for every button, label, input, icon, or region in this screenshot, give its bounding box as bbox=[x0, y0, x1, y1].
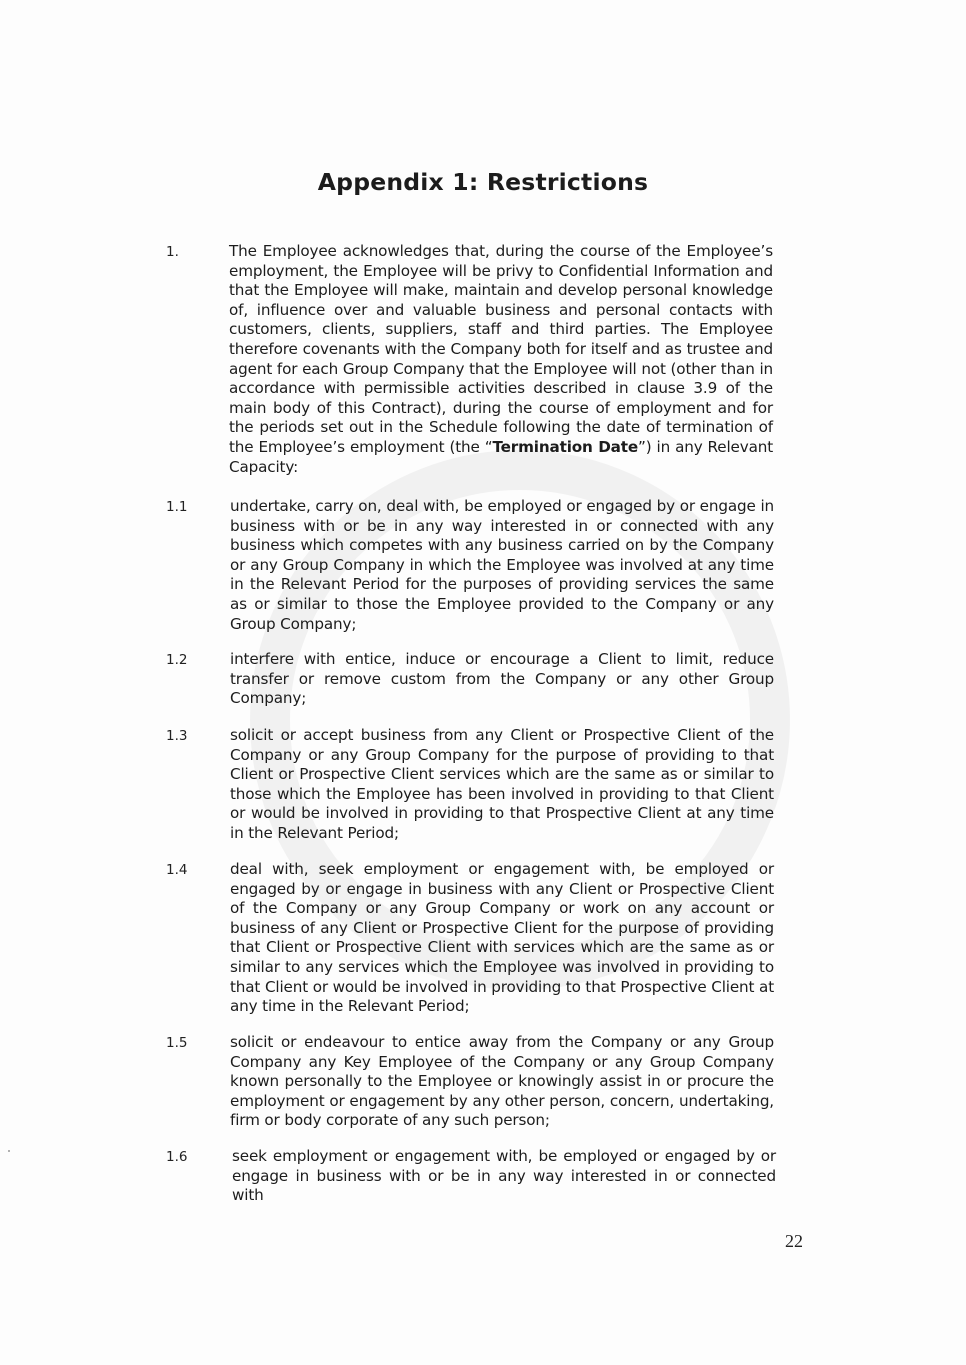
clause-text bbox=[229, 242, 773, 477]
page-number: 22 bbox=[785, 1231, 803, 1251]
clause-text: deal with, seek employment or engagement with, be employed or engaged by or engage in business with any Client or Prospective Client of the Company or any Group Company or work on any account or business of any Client or Prospective Client for the purpose of providing that Client or Prospective Client with services which are the same as or similar to any services which the Employee was involved in providing to that Client or would be involved in providing to that Prospective Client at any time in the Relevant Period; bbox=[230, 860, 774, 1016]
clause-text-part: ”) in any Relevant Capacity: bbox=[229, 437, 774, 476]
clause-text: seek employment or engagement with, be employed or engaged by or engage in business with or be in any way interested in or connected with bbox=[232, 1147, 776, 1205]
clause-number: 1.4 bbox=[166, 862, 188, 878]
page-title: Appendix 1: Restrictions bbox=[317, 168, 649, 196]
clause-text: solicit or endeavour to entice away from the Company or any Group Company any Key Employee of the Company or any Group Company known personally to the Employee or knowingly assist in or procure the employment or engagement by any other person, concern, undertaking, firm or body corporate of any such person; bbox=[230, 1033, 774, 1130]
scan-speck bbox=[8, 1150, 10, 1152]
clause-text: solicit or accept business from any Client or Prospective Client of the Company or any Group Company for the purpose of providing to that Client or Prospective Client services which are the same as or similar to those which the Employee has been involved in providing to that Client or would be involved in providing to that Prospective Client at any time in the Relevant Period; bbox=[230, 726, 774, 842]
clause-number: 1.1 bbox=[166, 499, 188, 515]
clause-number: 1.6 bbox=[166, 1149, 188, 1165]
clause-text: undertake, carry on, deal with, be employed or engaged by or engage in business with or be in any way interested in or connected with any business which competes with any business carried on by the Company or any Group Company in which the Employee was involved at any time in the Relevant Period for the purposes of providing services the same as or similar to those the Employee provided to the Company or any Group Company; bbox=[230, 497, 774, 633]
clause-number: 1. bbox=[166, 244, 179, 260]
clause-text: interfere with entice, induce or encourage a Client to limit, reduce transfer or remove custom from the Company or any other Group Company; bbox=[230, 650, 774, 708]
defined-term: Termination Date bbox=[492, 437, 639, 456]
clause-number: 1.5 bbox=[166, 1035, 188, 1051]
clause-number: 1.2 bbox=[166, 652, 188, 668]
clause-number: 1.3 bbox=[166, 728, 188, 744]
clause-text-part: The Employee acknowledges that, during the course of the Employee’s employment, the Employee will be privy to Confidential Information and that the Employee will make, maintain and develop personal knowledge of, influence over and valuable business and personal contacts with customers, clients, suppliers, staff and third parties. The Employee therefore covenants with the Company both for itself and as trustee and agent for each Group Company that the Employee will not (other than in accordance with permissible activities described in clause 3.9 of the main body of this Contract), during the course of employment and for the periods set out in the Schedule following the date of termination of the Employee’s employment (the “ bbox=[229, 242, 773, 456]
